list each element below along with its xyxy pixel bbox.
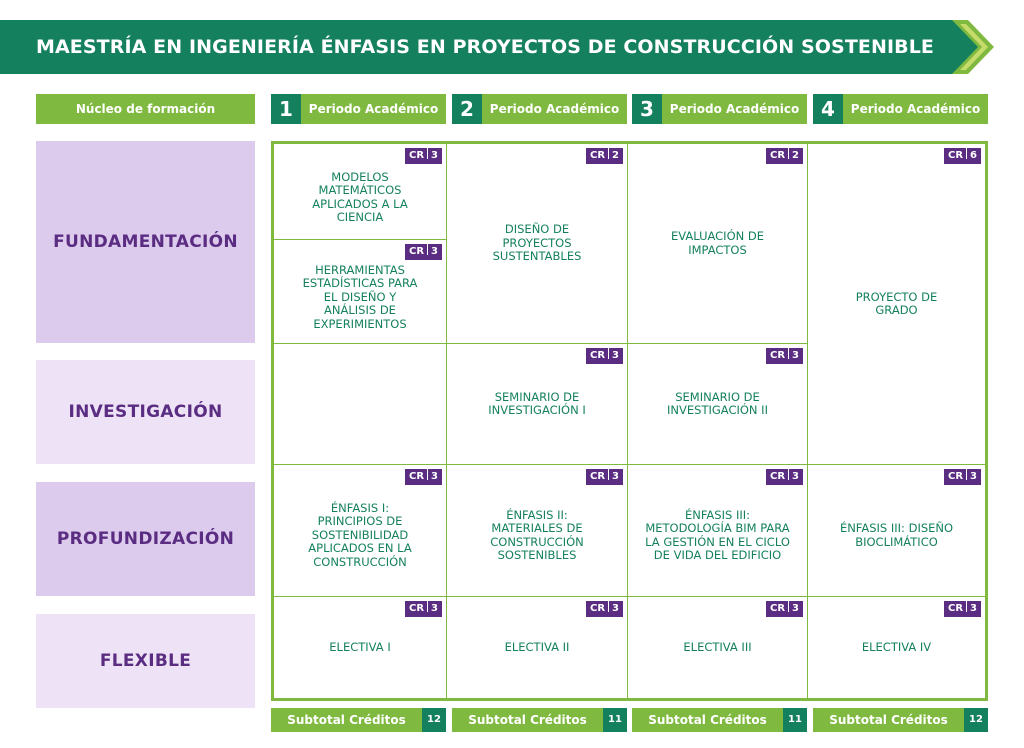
credits-badge: CR 3 — [586, 601, 623, 617]
curriculum-grid — [271, 141, 988, 701]
credits-badge: CR 3 — [586, 348, 623, 364]
subtotal-label: Subtotal Créditos — [468, 713, 587, 727]
credits-badge: CR 3 — [405, 601, 442, 617]
course-cell — [627, 596, 808, 699]
period-number: 3 — [632, 94, 662, 124]
subtotal-period-1 — [271, 708, 446, 732]
period-label: Periodo Académico — [489, 102, 620, 116]
course-name: MODELOS MATEMÁTICOS APLICADOS A LA CIENCIA — [312, 169, 408, 224]
course-name: ÉNFASIS III: METODOLOGÍA BIM PARA LA GESTIÓN EN EL CICLO DE VIDA DEL EDIFICIO — [645, 507, 790, 562]
course-cell — [627, 343, 808, 465]
course-cell — [807, 143, 986, 465]
header-period-2 — [452, 94, 627, 124]
credits-badge: CR 3 — [944, 601, 981, 617]
row-label-profundizacion: PROFUNDIZACIÓN — [36, 482, 255, 596]
course-cell — [807, 464, 986, 597]
course-name: SEMINARIO DE INVESTIGACIÓN I — [488, 389, 586, 417]
header-period-3 — [632, 94, 807, 124]
course-name: SEMINARIO DE INVESTIGACIÓN II — [667, 389, 768, 417]
row-label-fundamentacion: FUNDAMENTACIÓN — [36, 141, 255, 343]
course-cell — [446, 343, 628, 465]
title-banner — [0, 20, 1000, 74]
row-label-flexible: FLEXIBLE — [36, 614, 255, 708]
course-cell — [627, 464, 808, 597]
credits-badge: CR 3 — [766, 348, 803, 364]
period-number: 2 — [452, 94, 482, 124]
credits-badge: CR 2 — [766, 148, 803, 164]
chevron-right-icon — [938, 20, 994, 74]
credits-badge: CR 3 — [405, 244, 442, 260]
course-name: HERRAMIENTAS ESTADÍSTICAS PARA EL DISEÑO Y ANÁLISIS DE EXPERIMIENTOS — [302, 262, 418, 331]
subtotal-label: Subtotal Créditos — [287, 713, 406, 727]
course-cell — [807, 596, 986, 699]
credits-badge: CR 3 — [405, 148, 442, 164]
course-cell — [446, 464, 628, 597]
subtotal-value: 11 — [783, 708, 807, 732]
course-name: ELECTIVA IV — [861, 639, 932, 654]
page-title: MAESTRÍA EN INGENIERÍA ÉNFASIS EN PROYECTOS DE CONSTRUCCIÓN SOSTENIBLE — [36, 36, 935, 58]
credits-badge: CR 3 — [405, 469, 442, 485]
period-number: 4 — [813, 94, 843, 124]
course-cell — [273, 596, 447, 699]
period-label: Periodo Académico — [850, 102, 981, 116]
course-cell — [446, 143, 628, 344]
header-period-4 — [813, 94, 988, 124]
course-name: DISEÑO DE PROYECTOS SUSTENTABLES — [492, 222, 582, 264]
course-name: ÉNFASIS II: MATERIALES DE CONSTRUCCIÓN SOSTENIBLES — [490, 507, 584, 562]
course-name: EVALUACIÓN DE IMPACTOS — [670, 229, 765, 257]
header-period-1 — [271, 94, 446, 124]
subtotal-period-4 — [813, 708, 988, 732]
subtotal-value: 12 — [422, 708, 446, 732]
subtotal-value: 12 — [964, 708, 988, 732]
period-number: 1 — [271, 94, 301, 124]
subtotal-period-3 — [632, 708, 807, 732]
credits-badge: CR 3 — [766, 601, 803, 617]
subtotal-label: Subtotal Créditos — [648, 713, 767, 727]
credits-badge: CR 3 — [766, 469, 803, 485]
credits-badge: CR 6 — [944, 148, 981, 164]
course-name: ÉNFASIS III: DISEÑO BIOCLIMÁTICO — [839, 521, 954, 549]
course-name: PROYECTO DE GRADO — [855, 289, 938, 317]
course-cell — [273, 143, 447, 240]
period-label: Periodo Académico — [308, 102, 439, 116]
subtotal-value: 11 — [603, 708, 627, 732]
subtotal-label: Subtotal Créditos — [829, 713, 948, 727]
course-cell — [627, 143, 808, 344]
header-nucleo: Núcleo de formación — [36, 94, 255, 124]
course-cell — [273, 239, 447, 344]
course-cell — [273, 464, 447, 597]
course-name: ELECTIVA III — [683, 639, 752, 654]
course-cell — [446, 596, 628, 699]
subtotal-period-2 — [452, 708, 627, 732]
credits-badge: CR 3 — [944, 469, 981, 485]
empty-cell — [273, 343, 447, 465]
credits-badge: CR 2 — [586, 148, 623, 164]
period-label: Periodo Académico — [669, 102, 800, 116]
course-name: ELECTIVA II — [504, 639, 570, 654]
course-name: ÉNFASIS I: PRINCIPIOS DE SOSTENIBILIDAD APLICADOS EN LA CONSTRUCCIÓN — [308, 500, 412, 569]
credits-badge: CR 3 — [586, 469, 623, 485]
course-name: ELECTIVA I — [329, 639, 391, 654]
row-label-investigacion: INVESTIGACIÓN — [36, 360, 255, 464]
